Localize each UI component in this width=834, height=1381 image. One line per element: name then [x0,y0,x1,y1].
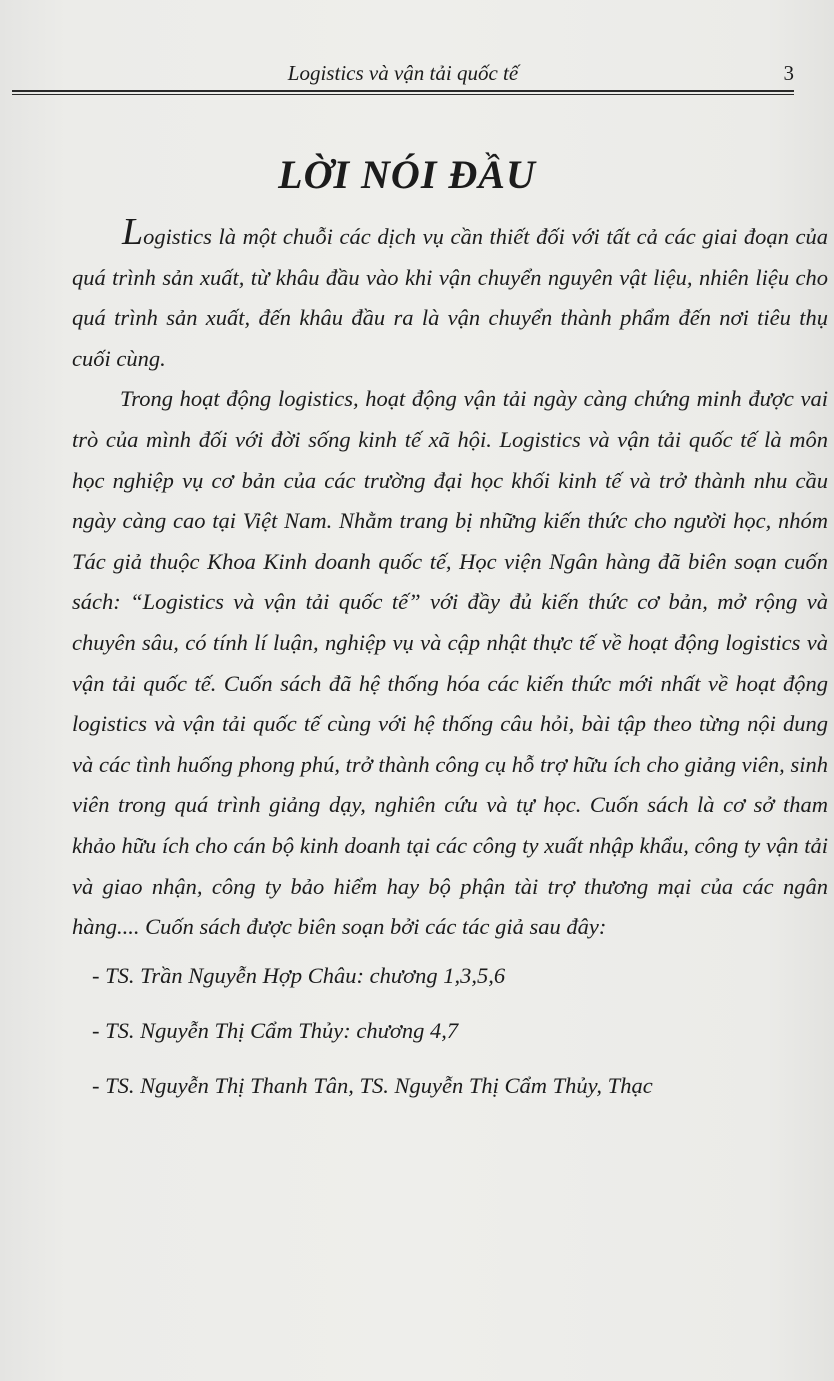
running-title: Logistics và vận tải quốc tế [287,61,519,85]
paragraph-main: Trong hoạt động logistics, hoạt động vận tải ngày càng chứng minh được vai trò của mình đối với đời sống kinh tế xã hội. Logistics và vận tải quốc tế là môn học nghiệp vụ cơ bản của các trường đại học khối kinh tế và trở thành nhu cầu ngày càng cao tại Việt Nam. Nhằm trang bị những kiến thức cho người học, nhóm Tác giả thuộc Khoa Kinh doanh quốc tế, Học viện Ngân hàng đã biên soạn cuốn sách: “Logistics và vận tải quốc tế” với đầy đủ kiến thức cơ bản, mở rộng và chuyên sâu, có tính lí luận, nghiệp vụ và cập nhật thực tế về hoạt động logistics và vận tải quốc tế. Cuốn sách đã hệ thống hóa các kiến thức mới nhất về hoạt động logistics và vận tải quốc tế cùng với hệ thống câu hỏi, bài tập theo từng nội dung và các tình huống phong phú, trở thành công cụ hỗ trợ hữu ích cho giảng viên, sinh viên trong quá trình giảng dạy, nghiên cứu và tự học. Cuốn sách là cơ sở tham khảo hữu ích cho cán bộ kinh doanh tại các công ty xuất nhập khẩu, công ty vận tải và giao nhận, công ty bảo hiểm hay bộ phận tài trợ thương mại của các ngân hàng.... Cuốn sách được biên soạn bởi các tác giả sau đây: [72,386,828,940]
author-item: - TS. Trần Nguyễn Hợp Châu: chương 1,3,5,6 [92,962,506,988]
author-item: - TS. Nguyễn Thị Thanh Tân, TS. Nguyễn Thị Cẩm Thủy, Thạc [92,1072,653,1098]
author-item: - TS. Nguyễn Thị Cẩm Thủy: chương 4,7 [92,1017,459,1043]
paragraph-intro [72,211,828,379]
page-number: 3 [783,61,794,85]
drop-letter: L [122,211,144,253]
body-text [72,211,828,1113]
paragraph-intro-text: ogistics là một chuỗi các dịch vụ cần thiết đối với tất cả các giai đoạn của quá trình sản xuất, từ khâu đầu vào khi vận chuyển nguyên vật liệu, nhiên liệu cho quá trình sản xuất, đến khâu đầu ra là vận chuyển thành phẩm đến nơi tiêu thụ cuối cùng. [72,224,828,371]
chapter-title: LỜI NÓI ĐẦU [278,152,536,197]
header-rule [12,90,794,95]
running-header [12,58,794,92]
author-list [72,948,828,1113]
